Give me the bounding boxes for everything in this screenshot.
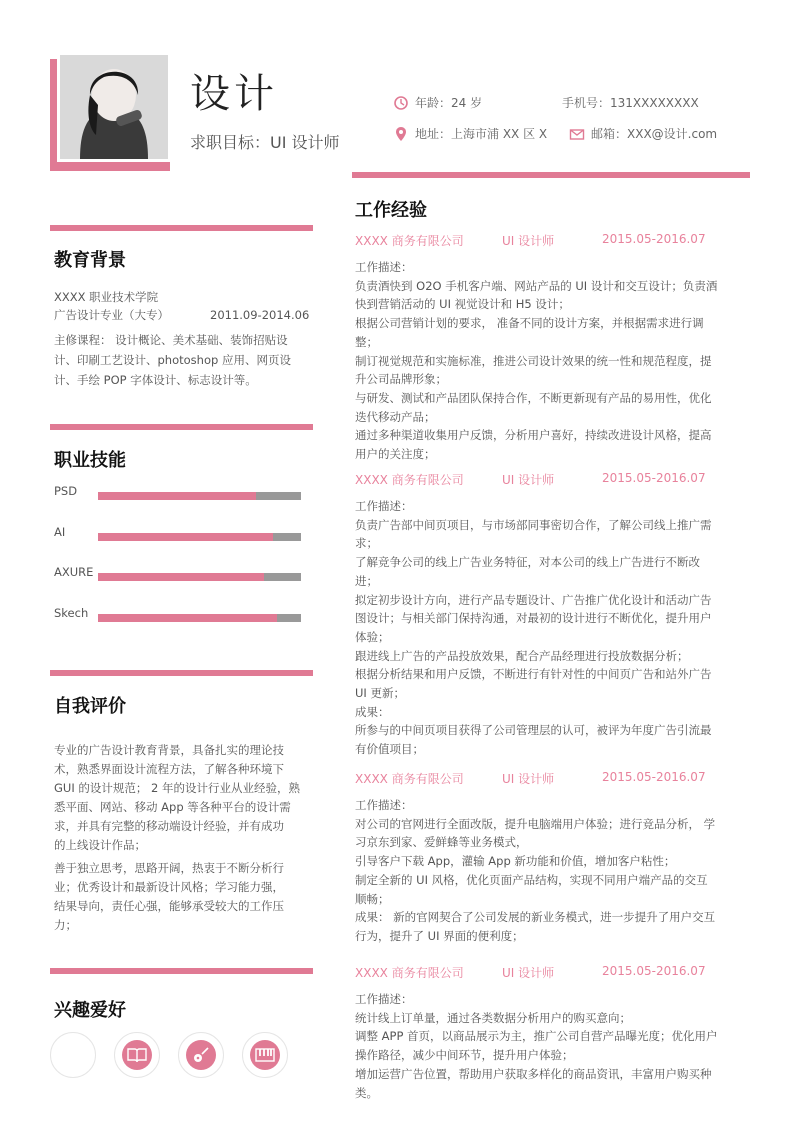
- course-line: 计、手绘 POP 字体设计、标志设计等。: [54, 373, 257, 387]
- job-company: XXXX 商务有限公司: [355, 772, 464, 786]
- course-line: 主修课程： 设计概论、美术基础、装饰招贴设: [54, 333, 288, 347]
- age-info: [393, 94, 482, 111]
- skill-bar-track: [98, 573, 301, 581]
- job-line: 通过多种渠道收集用户反馈，分析用户喜好，持续改进设计风格，提高: [355, 428, 712, 443]
- hobbies-list: [50, 1032, 288, 1078]
- job-line: 根据分析结果和用户反馈，不断进行有针对性的中间页广告和站外广告: [355, 667, 712, 682]
- self-eval-line: 力；: [54, 918, 77, 932]
- course-line: 计、印刷工艺设计、photoshop 应用、网页设: [54, 353, 291, 367]
- phone-info: [562, 94, 699, 111]
- job-line: UI 更新；: [355, 686, 405, 701]
- education-courses: [54, 330, 314, 390]
- job-period: 2015.05-2016.07: [602, 471, 706, 485]
- skill-row: [54, 606, 304, 647]
- job-entry: [355, 232, 750, 464]
- hobby-item: [114, 1032, 160, 1078]
- job-line: 工作描述：: [355, 260, 413, 274]
- self-eval-line: 业；优秀设计和最新设计风格；学习能力强，: [54, 880, 284, 894]
- skill-bar-fill: [98, 573, 264, 581]
- job-line: 制订视觉规范和实施标准，推进公司设计效果的统一性和规范程度，提: [355, 353, 712, 368]
- education-title: 教育背景: [54, 250, 126, 271]
- work-divider: [352, 172, 750, 178]
- job-line: 制定全新的 UI 风格，优化页面产品结构，实现不同用户端产品的交互: [355, 872, 708, 887]
- job-period: 2015.05-2016.07: [602, 964, 706, 978]
- job-line: 根据公司营销计划的要求， 准备不同的设计方案，并根据需求进行调: [355, 316, 704, 331]
- job-description: [355, 258, 750, 464]
- job-role: UI 设计师: [502, 234, 555, 248]
- age-text: 年龄：24 岁: [415, 96, 483, 110]
- guitar-icon: [192, 1046, 210, 1064]
- job-header: [355, 232, 750, 250]
- skill-row: [54, 525, 304, 566]
- job-role: UI 设计师: [502, 473, 555, 487]
- job-line: 了解竞争公司的线上广告业务特征，对本公司的线上广告进行不断改: [355, 555, 700, 570]
- job-line: 行为，提升了 UI 界面的便利度；: [355, 928, 524, 943]
- book-icon: [127, 1047, 147, 1063]
- self-eval-line: 术，熟悉界面设计流程方法，了解各种环境下: [54, 762, 284, 776]
- job-entry: [355, 770, 750, 946]
- hobbies-divider: [50, 968, 313, 974]
- job-line: 增加运营广告位置，帮助用户获取多样化的商品资讯，丰富用户购买种: [355, 1066, 712, 1081]
- job-company: XXXX 商务有限公司: [355, 234, 464, 248]
- skill-row: [54, 484, 304, 525]
- job-entry: [355, 964, 750, 1102]
- job-line: 顺畅；: [355, 891, 390, 906]
- job-line: 对公司的官网进行全面改版，提升电脑端用户体验；进行竞品分析， 学: [355, 816, 716, 831]
- email-info: [569, 125, 717, 142]
- self-eval-line: 的上线设计作品；: [54, 838, 146, 852]
- avatar: [57, 52, 171, 162]
- job-line: 升公司品牌形象；: [355, 372, 447, 387]
- self-eval-title: 自我评价: [54, 696, 126, 717]
- job-description: [355, 497, 750, 759]
- job-line: 拟定初步设计方向，进行产品专题设计、广告推广优化设计和活动广告: [355, 592, 712, 607]
- skill-row: [54, 565, 304, 606]
- job-description: [355, 990, 750, 1102]
- job-role: UI 设计师: [502, 772, 555, 786]
- job-line: 求；: [355, 536, 378, 551]
- job-line: 图设计；与相关部门保持沟通，对最初的设计进行不断优化，提升用户: [355, 611, 712, 626]
- phone-text: 手机号：131XXXXXXXX: [562, 96, 699, 110]
- job-line: 体验；: [355, 629, 390, 644]
- education-period: 2011.09-2014.06: [210, 308, 310, 322]
- skill-bar-fill: [98, 614, 277, 622]
- education-school: XXXX 职业技术学院: [54, 290, 159, 304]
- job-company: XXXX 商务有限公司: [355, 473, 464, 487]
- self-eval-line: 悉平面、网站、移动 App 等各种平台的设计需: [54, 800, 291, 814]
- self-eval-text: [54, 741, 314, 935]
- mail-icon: [569, 126, 585, 142]
- job-entry: [355, 471, 750, 759]
- skill-label: AXURE: [54, 565, 94, 579]
- hobbies-title: 兴趣爱好: [54, 1000, 126, 1021]
- candidate-name: 设计: [190, 71, 278, 117]
- job-period: 2015.05-2016.07: [602, 232, 706, 246]
- job-line: 负责广告部中间页项目，与市场部同事密切合作，了解公司线上推广需: [355, 517, 712, 532]
- education-major: 广告设计专业（大专）: [54, 308, 169, 322]
- job-line: 用户的关注度；: [355, 447, 436, 462]
- job-line: 类。: [355, 1085, 378, 1100]
- hobby-item: [242, 1032, 288, 1078]
- self-eval-line: GUI 的设计规范； 2 年的设计行业从业经验，熟: [54, 781, 301, 795]
- job-line: 快到营销活动的 UI 视觉设计和 H5 设计；: [355, 297, 570, 312]
- clock-icon: [393, 95, 409, 111]
- job-line: 工作描述：: [355, 992, 413, 1006]
- skills-divider: [50, 424, 313, 430]
- job-line: 习京东到家、爱鲜蜂等业务模式，: [355, 835, 528, 850]
- portrait-image: [60, 55, 168, 159]
- work-title: 工作经验: [355, 200, 427, 221]
- job-period: 2015.05-2016.07: [602, 770, 706, 784]
- skill-bar-track: [98, 614, 301, 622]
- self-eval-line: 专业的广告设计教育背景，具备扎实的理论技: [54, 743, 284, 757]
- job-description: [355, 796, 750, 946]
- job-line: 进；: [355, 573, 378, 588]
- job-company: XXXX 商务有限公司: [355, 966, 464, 980]
- job-line: 操作路径，减少中间环节，提升用户体验；: [355, 1048, 574, 1063]
- job-target: 求职目标：UI 设计师: [190, 133, 340, 152]
- job-line: 工作描述：: [355, 499, 413, 513]
- job-line: 引导客户下载 App，灌输 App 新功能和价值，增加客户粘性；: [355, 854, 676, 869]
- job-line: 负责酒快到 O2O 手机客户端、网站产品的 UI 设计和交互设计；负责酒: [355, 278, 718, 293]
- self-eval-line: 善于独立思考，思路开阔，热衷于不断分析行: [54, 861, 284, 875]
- job-line: 统计线上订单量，通过各类数据分析用户的购买意向；: [355, 1010, 631, 1025]
- job-header: [355, 964, 750, 982]
- address-text: 地址：上海市浦 XX 区 X: [415, 127, 548, 141]
- self-eval-divider: [50, 670, 313, 676]
- skills-list: [54, 484, 304, 646]
- self-eval-line: 求，并具有完整的移动端设计经验，并有成功: [54, 819, 284, 833]
- hobby-item: [178, 1032, 224, 1078]
- skill-bar-fill: [98, 533, 273, 541]
- skill-bar-fill: [98, 492, 256, 500]
- hobby-item: [50, 1032, 96, 1078]
- email-text: 邮箱：XXX@设计.com: [591, 127, 718, 141]
- self-eval-line: 结果导向，责任心强，能够承受较大的工作压: [54, 899, 284, 913]
- job-line: 工作描述：: [355, 798, 413, 812]
- job-line: 整；: [355, 334, 378, 349]
- job-line: 成果： 新的官网契合了公司发展的新业务模式，进一步提升了用户交互: [355, 910, 716, 925]
- job-line: 与研发、测试和产品团队保持合作，不断更新现有产品的易用性，优化: [355, 390, 712, 405]
- skills-title: 职业技能: [54, 450, 126, 471]
- job-line: 有价值项目；: [355, 742, 424, 757]
- location-icon: [393, 126, 409, 142]
- job-line: 成果：: [355, 704, 390, 719]
- job-header: [355, 471, 750, 489]
- skill-label: Skech: [54, 605, 89, 620]
- piano-icon: [255, 1048, 275, 1062]
- job-role: UI 设计师: [502, 966, 555, 980]
- job-header: [355, 770, 750, 788]
- skill-bar-track: [98, 492, 301, 500]
- job-line: 跟进线上广告的产品投放效果，配合产品经理进行投放数据分析；: [355, 648, 689, 663]
- job-line: 迭代移动产品；: [355, 409, 436, 424]
- education-divider: [50, 225, 313, 231]
- job-line: 调整 APP 首页，以商品展示为主，推广公司自营产品曝光度；优化用户: [355, 1029, 718, 1044]
- address-info: [393, 125, 547, 142]
- skill-label: AI: [54, 524, 66, 539]
- job-line: 所参与的中间页项目获得了公司管理层的认可，被评为年度广告引流最: [355, 723, 712, 738]
- skill-label: PSD: [54, 484, 78, 498]
- skill-bar-track: [98, 533, 301, 541]
